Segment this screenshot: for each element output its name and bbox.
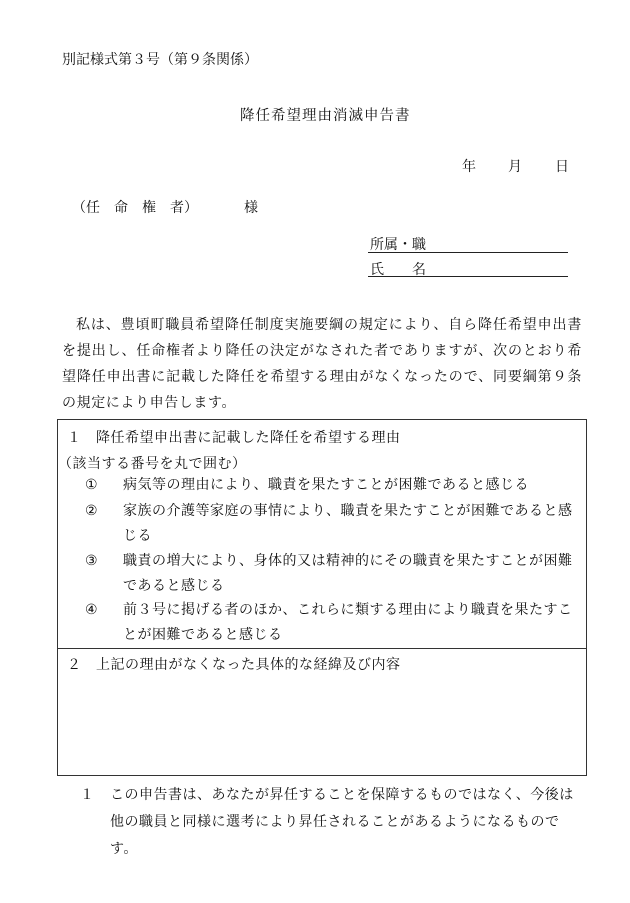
reason-item-number: ②: [85, 503, 99, 519]
honorific-label: 様: [244, 200, 258, 216]
details-section-box[interactable]: [57, 648, 587, 776]
reason-item-number: ③: [85, 553, 99, 569]
reason-item-1[interactable]: [85, 473, 578, 498]
reason-item-text: 前３号に掲げる者のほか、これらに類する理由により職責を果たすことが困難であると感じる: [123, 602, 573, 643]
document-title: 降任希望理由消滅申告書: [240, 108, 411, 124]
affiliation-field-line[interactable]: [368, 252, 568, 253]
affiliation-label: 所属・職: [370, 237, 426, 253]
reason-instruction: （該当する番号を丸で囲む）: [58, 456, 247, 472]
reason-item-2[interactable]: [85, 499, 578, 549]
footnote: [80, 782, 584, 863]
reason-item-number: ①: [85, 477, 99, 493]
details-section-title: ２ 上記の理由がなくなった具体的な経緯及び内容: [67, 657, 401, 673]
name-field-line[interactable]: [368, 276, 568, 277]
reason-item-number: ④: [85, 602, 99, 618]
footnote-text: この申告書は、あなたが昇任することを保障するものではなく、今後は他の職員と同様に選考により昇任されることがあるようになるものです。: [110, 787, 574, 857]
declaration-paragraph: 私は、豊頃町職員希望降任制度実施要綱の規定により、自ら降任希望申出書を提出し、任命権者より降任の決定がなされた者でありますが、次のとおり希望降任申出書に記載した降任を希望する理由がなくなったので、同要綱第９条の規定により申告します。: [62, 317, 582, 411]
date-month-label: 月: [508, 159, 522, 175]
reason-item-text: 病気等の理由により、職責を果たすことが困難であると感じる: [123, 477, 529, 493]
footnote-number: １: [80, 787, 95, 803]
reason-item-text: 家族の介護等家庭の事情により、職責を果たすことが困難であると感じる: [123, 503, 573, 544]
reason-section-box: [57, 419, 587, 649]
date-day-label: 日: [555, 159, 569, 175]
form-reference: 別記様式第３号（第９条関係）: [62, 52, 258, 68]
reason-item-text: 職責の増大により、身体的又は精神的にその職責を果たすことが困難であると感じる: [123, 553, 573, 594]
reason-item-3[interactable]: [85, 549, 578, 599]
appointer-label: （任 命 権 者）: [72, 200, 198, 216]
reason-section-title: １ 降任希望申出書に記載した降任を希望する理由: [67, 430, 401, 446]
name-label: 氏 名: [370, 262, 426, 278]
date-year-label: 年: [462, 159, 476, 175]
reason-item-4[interactable]: [85, 598, 578, 648]
